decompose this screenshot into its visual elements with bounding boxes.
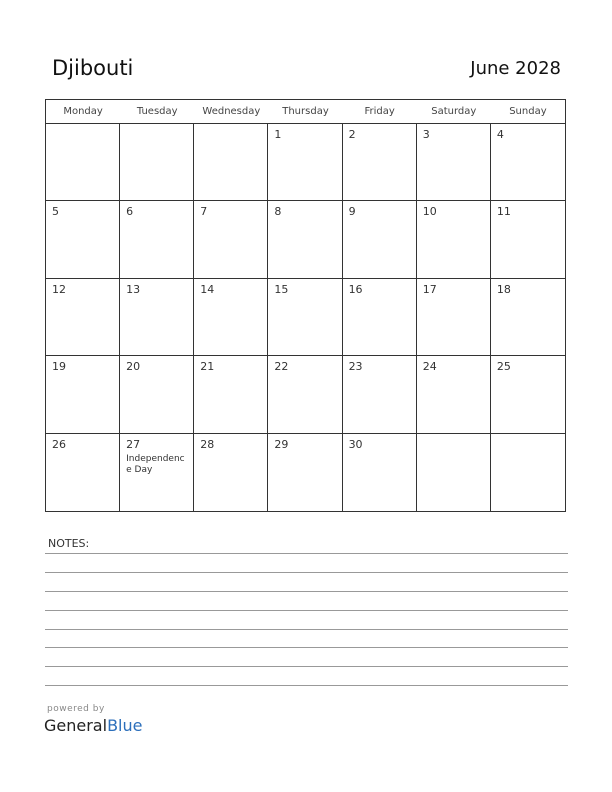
- day-number: 15: [274, 282, 289, 296]
- day-cell: [120, 124, 194, 201]
- day-cell: [46, 124, 120, 201]
- day-number: 5: [52, 205, 59, 219]
- notes-label: NOTES:: [48, 537, 90, 550]
- day-number: 20: [126, 360, 141, 374]
- weekday-header: Thursday: [268, 100, 342, 124]
- month-title: June 2028: [470, 58, 561, 79]
- day-number: 28: [200, 437, 215, 451]
- day-cell: [268, 434, 342, 511]
- day-number: 22: [274, 360, 289, 374]
- day-cell: [491, 201, 565, 278]
- country-title: Djibouti: [52, 56, 134, 80]
- brand-blue: Blue: [107, 716, 143, 735]
- day-cell: [343, 124, 417, 201]
- day-cell: [46, 356, 120, 433]
- day-cell: [491, 356, 565, 433]
- day-cell: [194, 434, 268, 511]
- day-cell: [491, 279, 565, 356]
- day-number: 12: [52, 282, 66, 296]
- day-number: 24: [422, 360, 437, 374]
- note-line: [45, 685, 568, 686]
- day-cell: [268, 201, 342, 278]
- note-line: [45, 647, 568, 648]
- calendar-grid: [45, 99, 566, 512]
- day-cell: [120, 434, 194, 511]
- day-cell: [46, 279, 120, 356]
- day-number: 17: [422, 282, 437, 296]
- day-number: 30: [348, 437, 363, 451]
- day-number: 21: [200, 360, 215, 374]
- day-cell: [343, 356, 417, 433]
- day-number: 19: [52, 360, 66, 374]
- day-cell: [268, 124, 342, 201]
- day-cell: [491, 124, 565, 201]
- day-number: 7: [200, 205, 208, 219]
- note-line: [45, 610, 568, 611]
- day-number: 14: [200, 282, 215, 296]
- holiday-label: Independence Day: [126, 453, 185, 475]
- note-line: [45, 666, 568, 667]
- weekday-header: Monday: [46, 100, 120, 124]
- day-cell: [120, 201, 194, 278]
- day-number: 18: [496, 282, 511, 296]
- day-cell: [343, 201, 417, 278]
- weekday-header: Sunday: [491, 100, 565, 124]
- day-number: 26: [52, 437, 66, 451]
- day-cell: [417, 124, 491, 201]
- day-cell: [46, 434, 120, 511]
- note-line: [45, 591, 568, 592]
- weekday-header: Saturday: [417, 100, 491, 124]
- note-line: [45, 572, 568, 573]
- day-cell: [194, 201, 268, 278]
- day-number: 2: [348, 128, 356, 141]
- day-number: 27: [126, 437, 141, 451]
- day-cell: [268, 279, 342, 356]
- day-number: 25: [496, 360, 511, 374]
- day-cell: [120, 279, 194, 356]
- day-cell: [194, 124, 268, 201]
- day-number: 23: [348, 360, 363, 374]
- day-number: 3: [422, 128, 430, 141]
- weekday-header: Wednesday: [194, 100, 268, 124]
- note-line: [45, 629, 568, 630]
- day-number: 11: [496, 205, 511, 219]
- day-cell: [417, 279, 491, 356]
- day-cell: [120, 356, 194, 433]
- day-cell: [194, 356, 268, 433]
- brand-general: General: [44, 716, 108, 735]
- day-number: 6: [126, 205, 134, 219]
- day-number: 4: [496, 128, 504, 141]
- day-cell: [417, 201, 491, 278]
- note-line: [45, 553, 568, 554]
- day-cell: [194, 279, 268, 356]
- weekday-header: Friday: [343, 100, 417, 124]
- day-cell: [46, 201, 120, 278]
- day-number: 13: [126, 282, 141, 296]
- day-cell: [417, 356, 491, 433]
- powered-by-text: powered by: [47, 704, 105, 714]
- day-number: 8: [274, 205, 282, 219]
- day-cell: [268, 356, 342, 433]
- day-number: 9: [348, 205, 356, 219]
- day-number: 29: [274, 437, 289, 451]
- day-number: 16: [348, 282, 363, 296]
- day-cell: [343, 434, 417, 511]
- day-cell: [491, 434, 565, 511]
- day-cell: [343, 279, 417, 356]
- day-cell: [417, 434, 491, 511]
- day-number: 10: [422, 205, 437, 219]
- weekday-header: Tuesday: [120, 100, 194, 124]
- brand-logo: [44, 716, 142, 735]
- day-number: 1: [274, 128, 282, 141]
